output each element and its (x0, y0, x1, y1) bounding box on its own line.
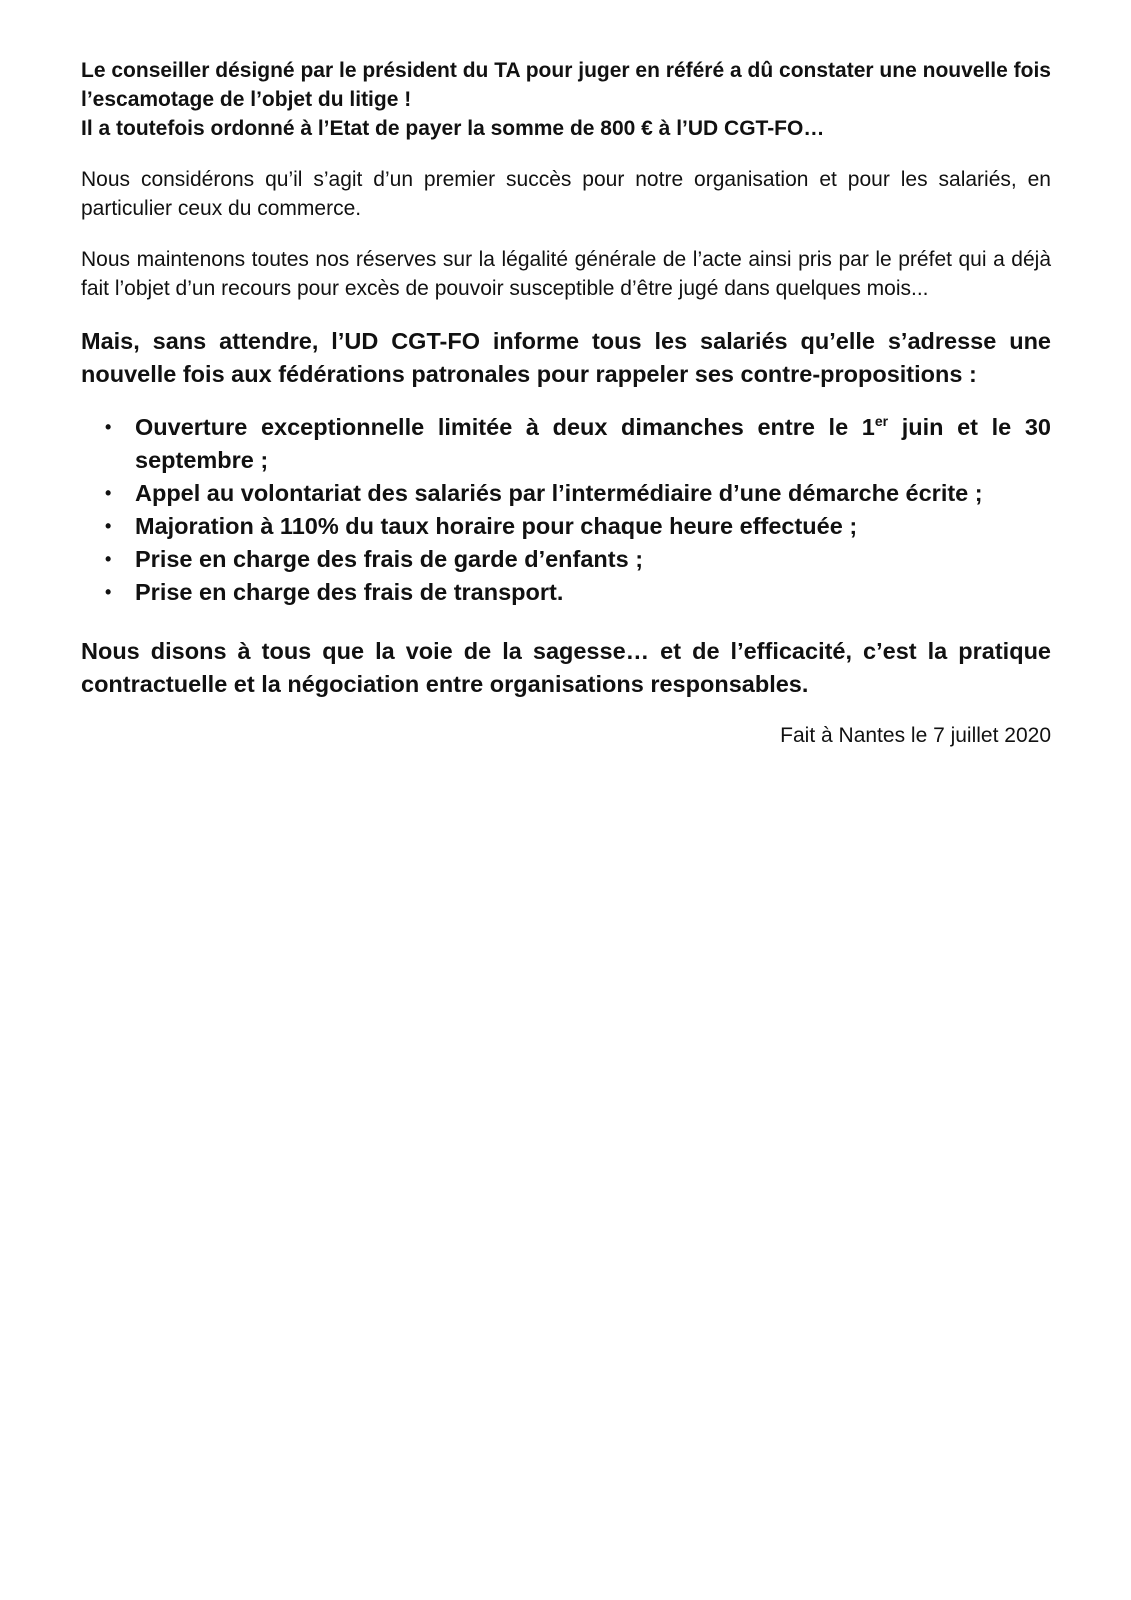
counter-proposals-list (81, 411, 1051, 609)
bullet-icon: • (105, 483, 112, 503)
list-item: • Prise en charge des frais de transport. (113, 576, 1051, 609)
paragraph-counter-proposals-intro: Mais, sans attendre, l’UD CGT-FO informe tous les salariés qu’elle s’adresse une nouvelle fois aux fédérations patronales pour rappeler ses contre-propositions : (81, 328, 1051, 387)
paragraph-ruling (81, 56, 1051, 143)
ruling-sentence-2: Il a toutefois ordonné à l’Etat de payer la somme de 800 € à l’UD CGT-FO… (81, 117, 825, 140)
list-item: • Majoration à 110% du taux horaire pour chaque heure effectuée ; (113, 510, 1051, 543)
paragraph-reservations: Nous maintenons toutes nos réserves sur la légalité générale de l’acte ainsi pris par le préfet qui a déjà fait l’objet d’un recours pour excès de pouvoir susceptible d’être jugé dans quelques mois... (81, 248, 1051, 300)
bullet-icon: • (105, 549, 112, 569)
bullet-icon: • (105, 417, 112, 437)
ordinal-superscript: er (874, 413, 889, 429)
list-item: • Appel au volontariat des salariés par l’intermédiaire d’une démarche écrite ; (113, 477, 1051, 510)
list-item: • Ouverture exceptionnelle limitée à deux dimanches entre le 1er juin et le 30 septembre ; (105, 413, 1051, 473)
paragraph-success: Nous considérons qu’il s’agit d’un premier succès pour notre organisation et pour les salariés, en particulier ceux du commerce. (81, 168, 1051, 220)
bullet-icon: • (105, 582, 112, 602)
paragraph-conclusion: Nous disons à tous que la voie de la sagesse… et de l’efficacité, c’est la pratique contractuelle et la négociation entre organisations responsables. (81, 638, 1051, 697)
bullet-icon: • (105, 516, 112, 536)
document-page (81, 56, 1051, 750)
ruling-sentence-1: Le conseiller désigné par le président du TA pour juger en référé a dû constater une nouvelle fois l’escamotage de l’objet du litige ! (81, 59, 1051, 111)
signature-date: Fait à Nantes le 7 juillet 2020 (780, 724, 1051, 747)
list-item: • Prise en charge des frais de garde d’enfants ; (113, 543, 1051, 576)
